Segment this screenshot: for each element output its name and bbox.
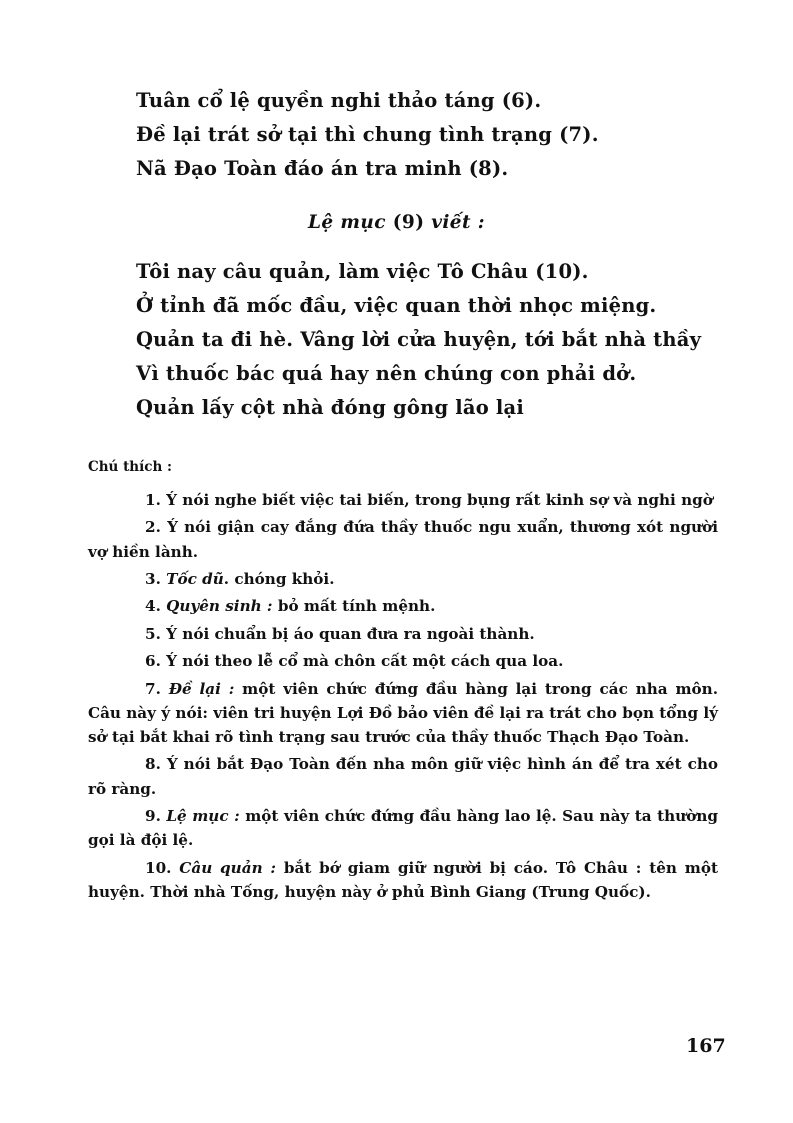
verse-line: Tôi nay câu quản, làm việc Tô Châu (10). (136, 260, 589, 283)
note-text: bắt bớ giam giữ người bị cáo. Tô Châu : tên một huyện. Thời nhà Tống, huyện này ở phủ Bình Giang (Trung Quốc). (88, 858, 718, 901)
note-term: Quyên sinh : (166, 597, 273, 616)
note-term: Câu quản : (179, 858, 277, 877)
note-number: 3. (145, 569, 161, 588)
note-text: bỏ mất tính mệnh. (277, 597, 436, 616)
verse-line: Ở tỉnh đã mốc đầu, việc quan thời nhọc miệng. (136, 294, 657, 317)
verse-line: Đề lại trát sở tại thì chung tình trạng (7). (136, 123, 599, 146)
note-text: Ý nói chuẩn bị áo quan đưa ra ngoài thành. (166, 624, 535, 643)
section-heading (0, 212, 793, 233)
note-text: Ý nói nghe biết việc tai biến, trong bụng rất kinh sợ và nghi ngờ (166, 491, 713, 509)
note-number: 9. (145, 806, 161, 825)
note-text: Ý nói giận cay đắng đứa thầy thuốc ngu xuẩn, thương xót người vợ hiền lành. (88, 518, 719, 561)
note-number: 2. (145, 518, 161, 537)
note-item (88, 567, 718, 591)
note-number: 6. (145, 652, 161, 671)
note-term: Đề lại : (168, 679, 235, 698)
note-item (88, 649, 718, 673)
verse-main (136, 255, 736, 425)
note-term: Tốc dũ (166, 569, 224, 588)
note-number: 8. (145, 755, 161, 774)
verse-line: Quản ta đi hè. Vâng lời cửa huyện, tới bắt nhà thầy (136, 328, 702, 351)
note-item (88, 856, 718, 904)
note-item (88, 488, 718, 512)
note-term: Lệ mục : (166, 806, 240, 825)
verse-top (136, 84, 736, 186)
note-item (88, 515, 718, 563)
verse-line: Nã Đạo Toàn đáo án tra minh (8). (136, 157, 509, 180)
verse-line: Tuân cổ lệ quyền nghi thảo táng (6). (136, 89, 542, 112)
note-number: 7. (145, 679, 161, 698)
note-number: 10. (145, 858, 172, 877)
notes-title: Chú thích : (88, 459, 172, 475)
heading-suffix: viết : (431, 212, 485, 233)
note-item (88, 594, 718, 618)
verse-line: Vì thuốc bác quá hay nên chúng con phải dở. (136, 362, 637, 385)
note-text: . chóng khỏi. (223, 569, 335, 588)
note-number: 4. (145, 597, 161, 616)
note-text: Ý nói bắt Đạo Toàn đến nha môn giữ việc hình án để tra xét cho rõ ràng. (88, 755, 718, 798)
page-number: 167 (686, 1035, 726, 1057)
note-item (88, 677, 718, 750)
note-number: 1. (145, 491, 161, 509)
note-text: Ý nói theo lễ cổ mà chôn cất một cách qua loa. (166, 652, 564, 671)
note-item (88, 804, 718, 852)
note-text: một viên chức đứng đầu hàng lại trong các nha môn. Câu này ý nói: viên tri huyện Lợi Đồ bảo viên đề lại ra trát cho bọn tổng lý sở tại bắt khai rõ tình trạng sau trước của thầy thuốc Thạch Đạo Toàn. (88, 679, 718, 746)
heading-title: Lệ mục (308, 212, 386, 233)
note-item (88, 752, 718, 800)
note-item (88, 622, 718, 646)
heading-number: (9) (392, 212, 425, 233)
notes-list (88, 488, 718, 907)
note-number: 5. (145, 624, 161, 643)
note-text: một viên chức đứng đầu hàng lao lệ. Sau này ta thường gọi là đội lệ. (88, 806, 719, 850)
verse-line: Quản lấy cột nhà đóng gông lão lại (136, 396, 524, 419)
